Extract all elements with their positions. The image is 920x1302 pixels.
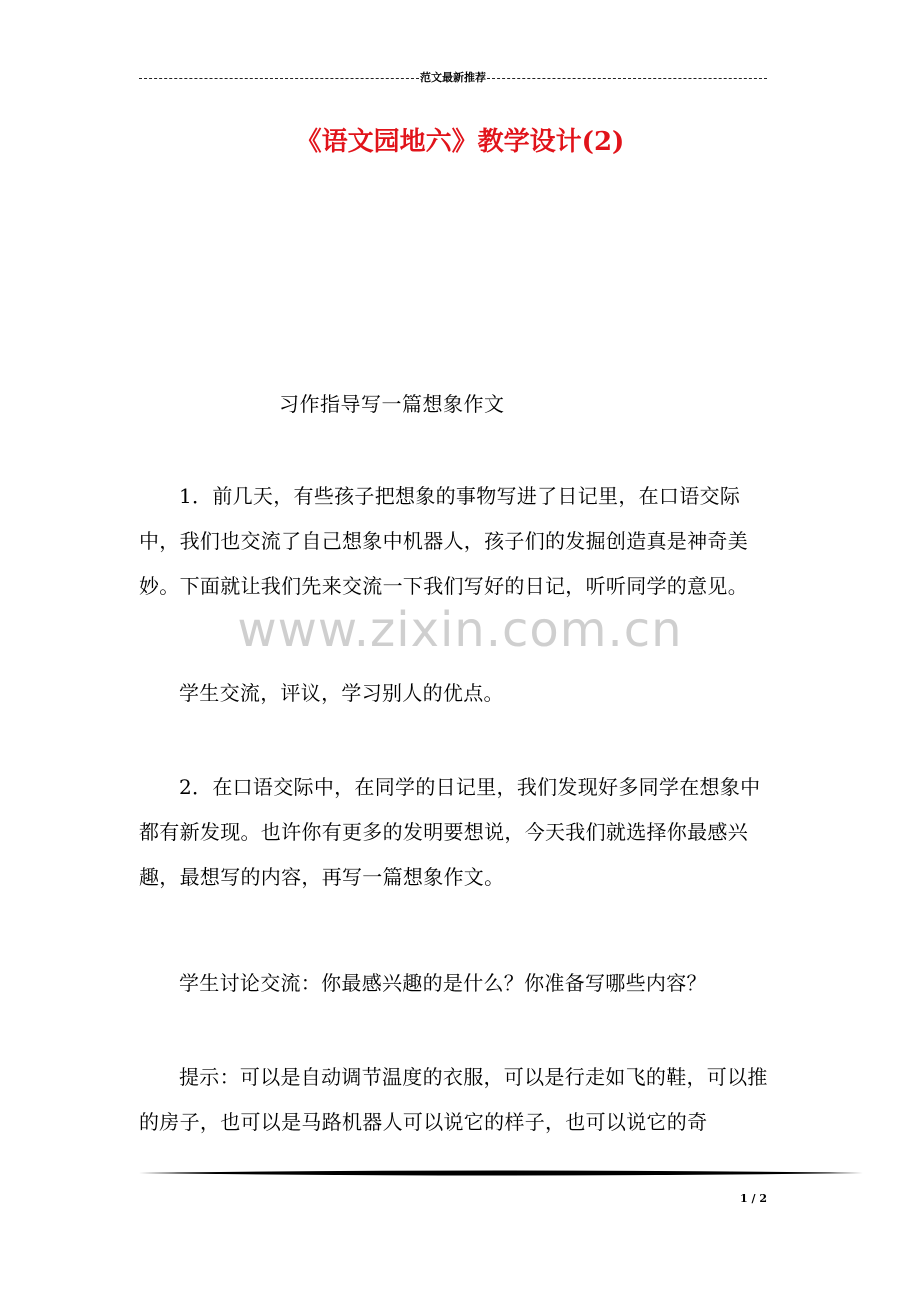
paragraph-2: 学生交流，评议，学习别人的优点。 [179,681,504,705]
header-rule [139,70,767,86]
header-dash-right [487,78,767,79]
paragraph-3: 2．在口语交际中，在同学的日记里，我们发现好多同学在想象中都有新发现。也许你有更多的发明要想说，今天我们就选择你最感兴趣，最想写的内容，再写一篇想象作文。 [139,775,761,889]
header-dash-left [139,78,419,79]
header-label: 范文最新推荐 [420,71,486,84]
paragraph-1: 1．前几天，有些孩子把想象的事物写进了日记里，在口语交际中，我们也交流了自己想象中机器人，孩子们的发掘创造真是神奇美妙。下面就让我们先来交流一下我们写好的日记，听听同学的意见。 [139,484,748,598]
document-title: 《语文园地六》教学设计(2) [295,127,625,157]
paragraph-5: 提示：可以是自动调节温度的衣服，可以是行走如飞的鞋，可以推的房子，也可以是马路机器人可以说它的样子，也可以说它的奇 [139,1065,768,1134]
paragraph-4: 学生讨论交流：你最感兴趣的是什么？你准备写哪些内容？ [179,971,707,995]
footer-rule [139,1168,863,1178]
page-number: 1 / 2 [740,1192,767,1205]
section-subheading: 习作指导写一篇想象作文 [279,392,505,416]
watermark: www.zixin.com.cn [237,602,683,658]
